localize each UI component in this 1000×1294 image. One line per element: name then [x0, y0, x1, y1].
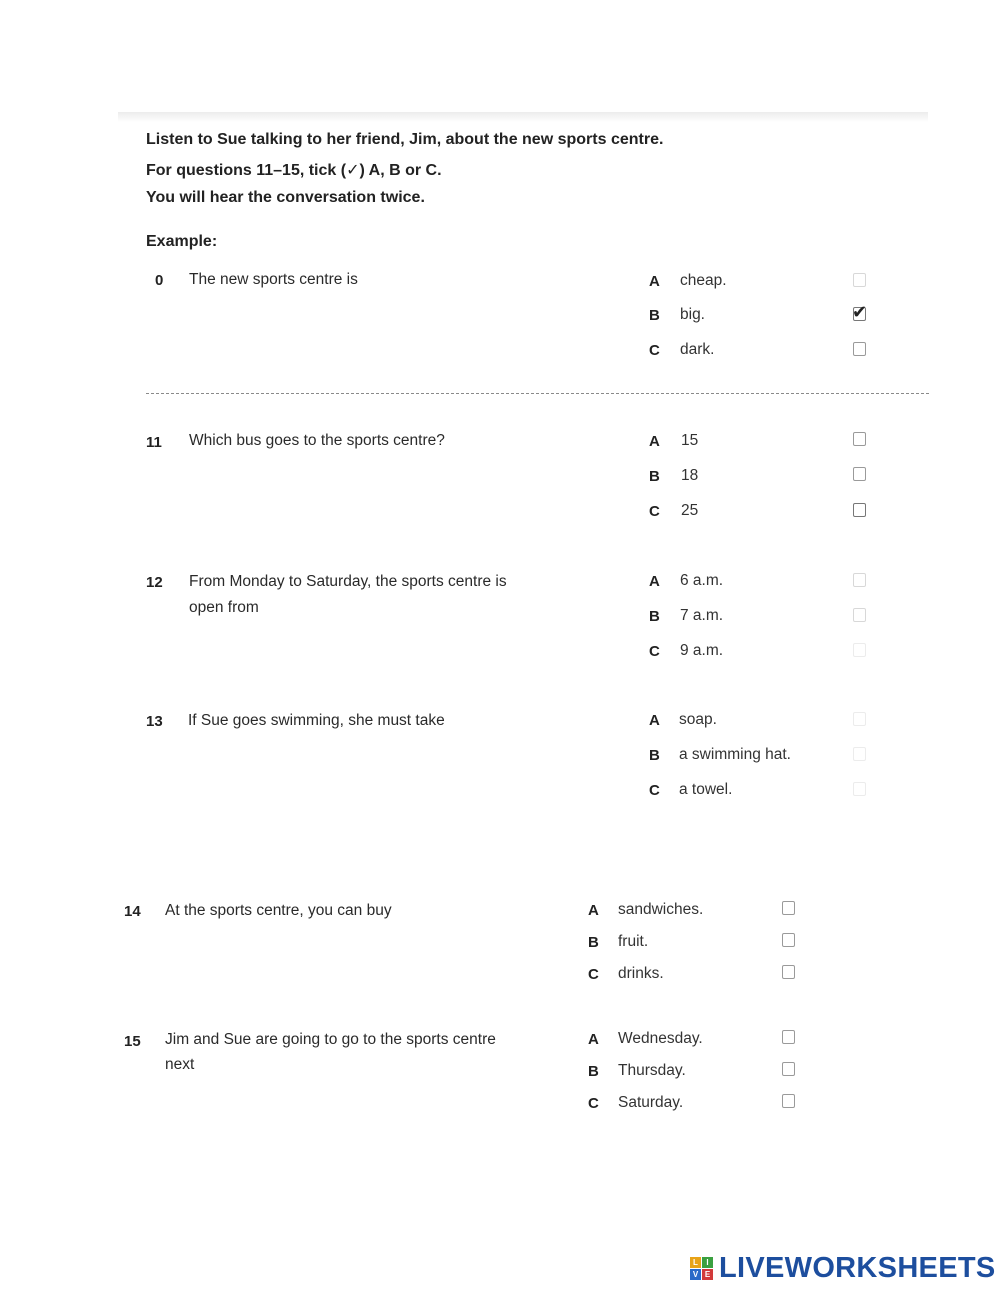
logo-tile-e: E — [702, 1269, 713, 1280]
liveworksheets-logo-icon — [690, 1257, 713, 1280]
instruction-line-2: For questions 11–15, tick (✓) A, B or C. — [146, 162, 442, 179]
q11-option-a-letter: A — [649, 433, 660, 450]
q14-option-a-checkbox[interactable] — [782, 901, 795, 915]
q15-option-b-letter: B — [588, 1063, 599, 1080]
q14-option-b-letter: B — [588, 934, 599, 951]
q11-option-c-letter: C — [649, 503, 660, 520]
logo-tile-l: L — [690, 1257, 701, 1268]
example-option-c-checkbox — [853, 342, 866, 356]
q15-option-c-letter: C — [588, 1095, 599, 1112]
q13-option-a-letter: A — [649, 712, 660, 729]
question-13-number: 13 — [146, 713, 163, 730]
q15-option-a-text: Wednesday. — [618, 1030, 703, 1047]
section-divider — [146, 393, 929, 394]
q14-option-c-letter: C — [588, 966, 599, 983]
q11-option-a-checkbox[interactable] — [853, 432, 866, 446]
example-option-c-text: dark. — [680, 341, 715, 358]
q12-option-c-checkbox[interactable] — [853, 643, 866, 657]
example-option-a-checkbox — [853, 273, 866, 287]
logo-tile-i: I — [702, 1257, 713, 1268]
instruction-line-3: You will hear the conversation twice. — [146, 189, 425, 206]
q13-option-b-checkbox[interactable] — [853, 747, 866, 761]
q13-option-b-letter: B — [649, 747, 660, 764]
q11-option-b-letter: B — [649, 468, 660, 485]
question-15-text-line-1: Jim and Sue are going to go to the sports centre — [165, 1031, 496, 1048]
example-option-a-text: cheap. — [680, 272, 727, 289]
q13-option-c-checkbox[interactable] — [853, 782, 866, 796]
q12-option-c-text: 9 a.m. — [680, 642, 724, 659]
example-option-c-letter: C — [649, 342, 660, 359]
instruction-line-1: Listen to Sue talking to her friend, Jim, about the new sports centre. — [146, 131, 664, 148]
q14-option-a-text: sandwiches. — [618, 901, 704, 918]
question-14-number: 14 — [124, 903, 141, 920]
q15-option-c-text: Saturday. — [618, 1094, 684, 1111]
liveworksheets-logo — [690, 1250, 996, 1286]
q14-option-c-checkbox[interactable] — [782, 965, 795, 979]
q11-option-b-text: 18 — [681, 467, 699, 484]
q11-option-c-text: 25 — [681, 502, 699, 519]
q15-option-a-checkbox[interactable] — [782, 1030, 795, 1044]
example-question-text: The new sports centre is — [189, 271, 358, 288]
question-11-text: Which bus goes to the sports centre? — [189, 432, 445, 449]
example-option-b-letter: B — [649, 307, 660, 324]
q11-option-b-checkbox[interactable] — [853, 467, 866, 481]
example-option-b-text: big. — [680, 306, 705, 323]
page-top-shadow — [118, 112, 928, 122]
q12-option-a-checkbox[interactable] — [853, 573, 866, 587]
question-14-text: At the sports centre, you can buy — [165, 902, 392, 919]
question-11-number: 11 — [146, 434, 162, 451]
question-12-number: 12 — [146, 574, 163, 591]
q13-option-b-text: a swimming hat. — [679, 746, 791, 763]
question-12-text-line-2: open from — [189, 599, 259, 616]
question-15-number: 15 — [124, 1033, 141, 1050]
question-13-text: If Sue goes swimming, she must take — [188, 712, 445, 729]
q15-option-b-text: Thursday. — [618, 1062, 686, 1079]
q12-option-b-text: 7 a.m. — [680, 607, 724, 624]
q14-option-c-text: drinks. — [618, 965, 664, 982]
example-number: 0 — [155, 272, 164, 289]
liveworksheets-wordmark: LIVEWORKSHEETS — [719, 1251, 996, 1284]
q11-option-c-checkbox[interactable] — [853, 503, 866, 517]
q15-option-a-letter: A — [588, 1031, 599, 1048]
q12-option-a-text: 6 a.m. — [680, 572, 724, 589]
question-12-text-line-1: From Monday to Saturday, the sports centre is — [189, 573, 507, 590]
q13-option-a-text: soap. — [679, 711, 717, 728]
q12-option-c-letter: C — [649, 643, 660, 660]
q12-option-b-letter: B — [649, 608, 660, 625]
question-15-text-line-2: next — [165, 1056, 195, 1073]
q15-option-c-checkbox[interactable] — [782, 1094, 795, 1108]
tick-mark-icon: ✔ — [852, 302, 868, 322]
q13-option-c-letter: C — [649, 782, 660, 799]
q14-option-b-text: fruit. — [618, 933, 649, 950]
q15-option-b-checkbox[interactable] — [782, 1062, 795, 1076]
q14-option-b-checkbox[interactable] — [782, 933, 795, 947]
q12-option-b-checkbox[interactable] — [853, 608, 866, 622]
q12-option-a-letter: A — [649, 573, 660, 590]
logo-tile-v: V — [690, 1269, 701, 1280]
q11-option-a-text: 15 — [681, 432, 699, 449]
q13-option-c-text: a towel. — [679, 781, 733, 798]
example-label: Example: — [146, 233, 218, 250]
example-option-a-letter: A — [649, 273, 660, 290]
q14-option-a-letter: A — [588, 902, 599, 919]
q13-option-a-checkbox[interactable] — [853, 712, 866, 726]
